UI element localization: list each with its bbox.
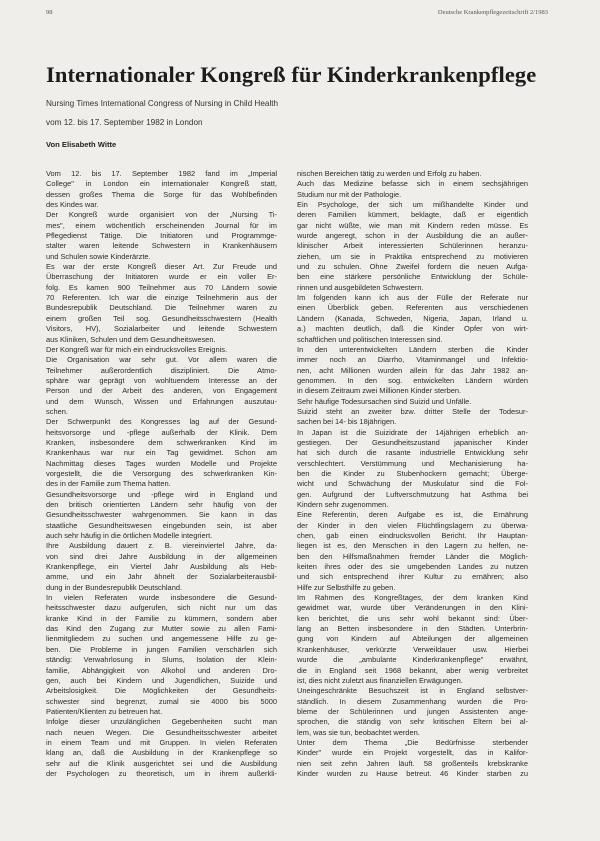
text-line: Patienten/Klienten zu betreuen hat.	[46, 706, 163, 716]
text-line: Überraschung der Initiatoren wurde er ein voller Er-	[46, 272, 277, 282]
text-line: stalter waren leitende Schwestern in Krankenhäusern	[46, 241, 277, 251]
text-line: Uneingeschränkte Besuchszeit ist in England selbstver-	[297, 686, 528, 696]
text-line: Ihre Ausbildung dauert z. B. viereinviertel Jahre, da-	[46, 541, 277, 551]
text-line: Gesundheitsschwester wahrgenommen. Sie kann in das	[46, 510, 277, 520]
text-line: und Schulen sowie Kinderärzte.	[46, 251, 151, 261]
text-line: Der Kongreß wurde organisiert von der „Nursing Ti-	[46, 210, 277, 220]
text-line: Krankenhaus war nur ein Tag gewidmet. Schon am	[46, 448, 277, 458]
text-line: Arbeitslosigkeit. Die Möglichkeiten der Gesundheits-	[46, 686, 277, 696]
article-subtitle: Nursing Times International Congress of Nursing in Child Health	[46, 99, 279, 108]
text-line: nischen Bereichen tätig zu werden und Erfolg zu haben.	[297, 169, 482, 178]
text-line: ist, dies nicht zuletzt aus finanziellen Erwägungen.	[297, 675, 463, 685]
text-line: sprochen, die ständig von sehr kritischen Eltern bei al-	[297, 717, 528, 727]
text-line: gung von Kindern auf Abteilungen der allgemeinen	[297, 634, 528, 644]
journal-name: Deutsche Krankenpflegezeitschrift 2/1983	[437, 9, 548, 16]
text-line: bleme der Schülerinnen und jungen Assistenten ange-	[297, 706, 528, 716]
text-line: wicht und Schwächung der Muskulatur sind die Fol-	[297, 479, 528, 489]
text-line: schwester sind begrenzt, zumal sie 4000 bis 5000	[46, 696, 277, 706]
text-line: ben den Hilfsmaßnahmen fremder Länder die Möglich-	[297, 551, 528, 561]
text-line: nach neuen Wegen. Die Gesundheitsschwester arbeitet	[46, 727, 277, 737]
text-line: gen, auch bei Kindern und Jugendlichen, Suizide und	[46, 675, 277, 685]
text-line: lem, was sie tun, beobachtet werden.	[297, 727, 420, 737]
text-line: verschlechtert. Verstümmung und Mechanisierung ha-	[297, 458, 528, 468]
text-line: ben eine stärkere persönliche Entwicklung der Schüle-	[297, 272, 528, 282]
article-author: Von Elisabeth Witte	[46, 140, 117, 149]
text-line: Die Organisation war sehr gut. Vor allem waren die	[46, 355, 277, 365]
text-line: kranke Kind in der Familie zu kümmern, sondern aber	[46, 613, 277, 623]
text-line: Eine Referentin, deren Aufgabe es ist, die Ernährung	[297, 510, 528, 520]
text-line: Kranken, insbesondere dem schwerkranken Kind im	[46, 437, 277, 447]
article-date-line: vom 12. bis 17. September 1982 in London	[46, 118, 203, 127]
text-line: aus Kliniken, Schulen und dem Gesundheitswesen.	[46, 334, 216, 344]
text-line: Pflegedienst Tätige. Die Initiatoren und Programmge-	[46, 231, 277, 241]
text-line: des in der Familie zum Thema hatten.	[46, 479, 171, 489]
text-line: staatliche Gesundheitswesen eingebunden sein, ist aber	[46, 520, 277, 530]
text-line: amme, und ein Jahr ähnelt der Sozialarbeiterausbil-	[46, 572, 277, 582]
text-line: lang an Betten insbesondere in den Städten. Unterbrin-	[297, 624, 528, 634]
text-line: in einem Team und mit Gruppen. In vielen Referaten	[46, 737, 277, 747]
text-line: sehr auf die Klinik ausgerichtet sei und die Ausbildung	[46, 758, 277, 768]
text-line: einem großen Teil sog. Gesundheitsschwestern (Health	[46, 313, 277, 323]
running-head	[46, 9, 548, 19]
text-line: Suizid steht an zweiter bzw. dritter Stelle der Todesur-	[297, 406, 528, 416]
text-line: Sehr häufige Todesursachen sind Suizid und Unfälle.	[297, 396, 472, 406]
text-line: Bundesrepublik Deutschland. Die Teilnehmer waren zu	[46, 303, 277, 313]
text-line: schaftlichen und politischen Interessen sind.	[297, 334, 443, 344]
text-line: und dem Wunsch, Wissen und Erfahrungen auszutau-	[46, 396, 277, 406]
text-line: Visitors, HV), Sozialarbeiter und leitende Schwestern	[46, 324, 277, 334]
text-line: heitsschwester dazu aufgerufen, sich nicht nur um das	[46, 603, 277, 613]
text-line: Kindern sehr zugenommen.	[297, 500, 389, 509]
text-line: lienmitgliedern zu suchen und angemessene Hilfe zu ge-	[46, 634, 277, 644]
text-line: klang an, daß die Ausbildung in der Krankenpflege so	[46, 748, 277, 758]
text-line: wurde angeregt, schon in der Ausbildung die an außer-	[297, 231, 528, 241]
text-line: deren Familien kümmert, beklagte, daß er eigentlich	[297, 210, 528, 220]
text-line: Hilfe zur Selbsthilfe zu geben.	[297, 582, 396, 592]
text-line: Gesundheitsvorsorge und -pflege wird in England und	[46, 489, 277, 499]
text-line: ben die Kinder zu Stubenhockern gemacht; Überge-	[297, 468, 528, 478]
text-line: Der Kongreß war für mich ein eindrucksvolles Ereignis.	[46, 344, 228, 354]
article-title: Internationaler Kongreß für Kinderkrankenpflege	[46, 62, 537, 87]
text-line: den britisch orientierten Ländern sehr häufig von der	[46, 500, 277, 509]
text-line: Krankenhäuser, verkürzte Verweildauer usw. Hierbei	[297, 644, 528, 654]
text-line: sphäre war geprägt von wohltuendem Interesse an der	[46, 375, 277, 385]
text-line: einen Überblick geben. Referenten aus verschiedenen	[297, 303, 528, 313]
text-line: ziehen, um sie in Praktika entsprechend zu motivieren	[297, 251, 528, 261]
text-line: nen, acht Millionen wurden allein für das Jahr 1982 an-	[297, 365, 528, 375]
text-line: Kinder wurden zu Hause betreut. 46 Kinder starben zu	[297, 768, 528, 778]
text-line: Krankenpflege, ein Viertel Jahr Ausbildung als Heb-	[46, 562, 277, 572]
text-line: Der Schwerpunkt des Kongresses lag auf der Gesund-	[46, 417, 277, 427]
text-line: gen. Aufgrund der Luftverschmutzung hat Asthma bei	[297, 489, 528, 499]
text-line: Kinder" wurde ein Projekt vorgestellt, das in Kalifor-	[297, 748, 528, 758]
text-line: dessen großes Thema die Sorge für das Wohlbefinden	[46, 189, 277, 199]
text-line: genommen. In den sog. entwickelten Ländern würden	[297, 375, 528, 385]
right-text-column	[297, 169, 528, 779]
text-line: Person und der Arbeit des anderen, von Engagement	[46, 386, 277, 396]
text-line: ken berichtet, die uns sehr wohl bekannt sind: Über-	[297, 613, 528, 623]
text-line: vorgestellt, die die Versorgung des schwerkranken Kin-	[46, 468, 277, 478]
text-line: Vom 12. bis 17. September 1982 fand im „Imperial	[46, 169, 277, 178]
text-line: familie, Abhängigkeit von Alkohol und anderen Dro-	[46, 665, 277, 675]
text-line: In vielen Referaten wurde insbesondere die Gesund-	[46, 593, 277, 603]
text-line: College" in London ein internationaler Kongreß statt,	[46, 179, 277, 189]
text-line: gewidmet war, wurde über Veränderungen in den Klini-	[297, 603, 528, 613]
text-line: liegen ist es, den Menschen in den Lagern zu helfen, ne-	[297, 541, 528, 551]
text-line: In den unterentwickelten Ländern sterben die Kinder	[297, 344, 528, 354]
text-line: rinnen und ausgebildeten Schwestern.	[297, 282, 424, 292]
text-line: ständlich. In diesem Zusammenhang wurden die Pro-	[297, 696, 528, 706]
text-line: Unter dem Thema „Die Bedürfnisse sterbender	[297, 737, 528, 747]
text-line: ständig: Verwahrlosung in Slums, Isolation der Klein-	[46, 655, 277, 665]
text-line: gestiegen. Der Gesundheitszustand japanischer Kinder	[297, 437, 528, 447]
text-line: a.) machten deutlich, daß die Kinder Opfer von wirt-	[297, 324, 528, 334]
text-line: Infolge dieser unzulänglichen Gegebenheiten sucht man	[46, 717, 277, 727]
text-line: des Kindes war.	[46, 200, 99, 210]
text-line: Ländern (Kanada, Schweden, Nigeria, Japan, Irland u.	[297, 313, 528, 323]
left-text-column	[46, 169, 277, 779]
text-line: dung in der Bundesrepublik Deutschland.	[46, 582, 183, 592]
text-line: klinischer Arbeit interessierten Schülerinnen heranzu-	[297, 241, 528, 251]
text-line: Nachmittag dieses Tages wurden Modelle und Projekte	[46, 458, 277, 468]
text-line: auch sehr häufig in die örtlichen Modelle integriert.	[46, 531, 213, 541]
text-line: von sind drei Jahre Ausbildung in der allgemeinen	[46, 551, 277, 561]
text-line: immer noch an Diarrho, Vitaminmangel und Infektio-	[297, 355, 528, 365]
text-line: das Kind den Zugang zur Mutter sowie zu allen Fami-	[46, 624, 277, 634]
text-line: und sich entsprechend ihrer Kultur zu ernähren; also	[297, 572, 528, 582]
text-line: mes", einem wöchentlich erscheinenden Journal für im	[46, 220, 277, 230]
text-line: und zu schulen. Ohne Zweifel fordern die neuen Aufga-	[297, 262, 528, 272]
text-line: folg. Es kamen 900 Teilnehmer aus 70 Ländern sowie	[46, 282, 277, 292]
text-line: heitsvorsorge und -pflege außerhalb der Klinik. Dem	[46, 427, 277, 437]
text-line: Teilnehmer außerordentlich diszipliniert. Die Atmo-	[46, 365, 277, 375]
text-line: in diesem Zeitraum zwei Millionen Kinder sterben.	[297, 386, 462, 396]
text-line: schen.	[46, 406, 68, 416]
text-line: Studium nur mit der Pathologie.	[297, 189, 402, 199]
text-line: Im folgenden kann ich aus der Fülle der Referate nur	[297, 293, 528, 303]
text-line: keiten ihres oder des sie umgebenden Landes zu nutzen	[297, 562, 528, 572]
page-number: 98	[46, 9, 53, 16]
text-line: ben. Die Probleme in jungen Familien verschärfen sich	[46, 644, 277, 654]
text-line: wurde die „ambulante Kinderkrankenpflege" erwähnt,	[297, 655, 528, 665]
text-line: 70 Referenten. Ich war die einzige Teilnehmerin aus der	[46, 293, 277, 303]
text-line: der Kinder in den vielen Flüchtlingslagern zu überwa-	[297, 520, 528, 530]
text-line: gar nicht wüßte, wie man mit Kindern reden müsse. Es	[297, 220, 528, 230]
text-line: Auch das Medizine befasse sich in einem sechsjährigen	[297, 179, 528, 189]
text-line: chen, gab einen eindrucksvollen Bericht. Ihr Hauptan-	[297, 531, 528, 541]
text-line: Im Rahmen des Kongreßtages, der dem kranken Kind	[297, 593, 528, 603]
text-line: Es war der erste Kongreß dieser Art. Zur Freude und	[46, 262, 277, 272]
text-line: Ein Psychologe, der sich um mißhandelte Kinder und	[297, 200, 528, 210]
text-line: hat sich durch die rasante industrielle Entwicklung sehr	[297, 448, 528, 458]
text-line: der Psychologen zu theoretisch, um in ihrem außerkli-	[46, 768, 277, 778]
text-line: nien seit zehn Jahren läuft. 58 großenteils krebskranke	[297, 758, 528, 768]
text-line: sachen bei 14- bis 18jährigen.	[297, 417, 397, 427]
text-line: In Japan ist die Suizidrate der 14jährigen erheblich an-	[297, 427, 528, 437]
text-line: die in England seit 1968 bekannt, aber wenig verbreitet	[297, 665, 528, 675]
